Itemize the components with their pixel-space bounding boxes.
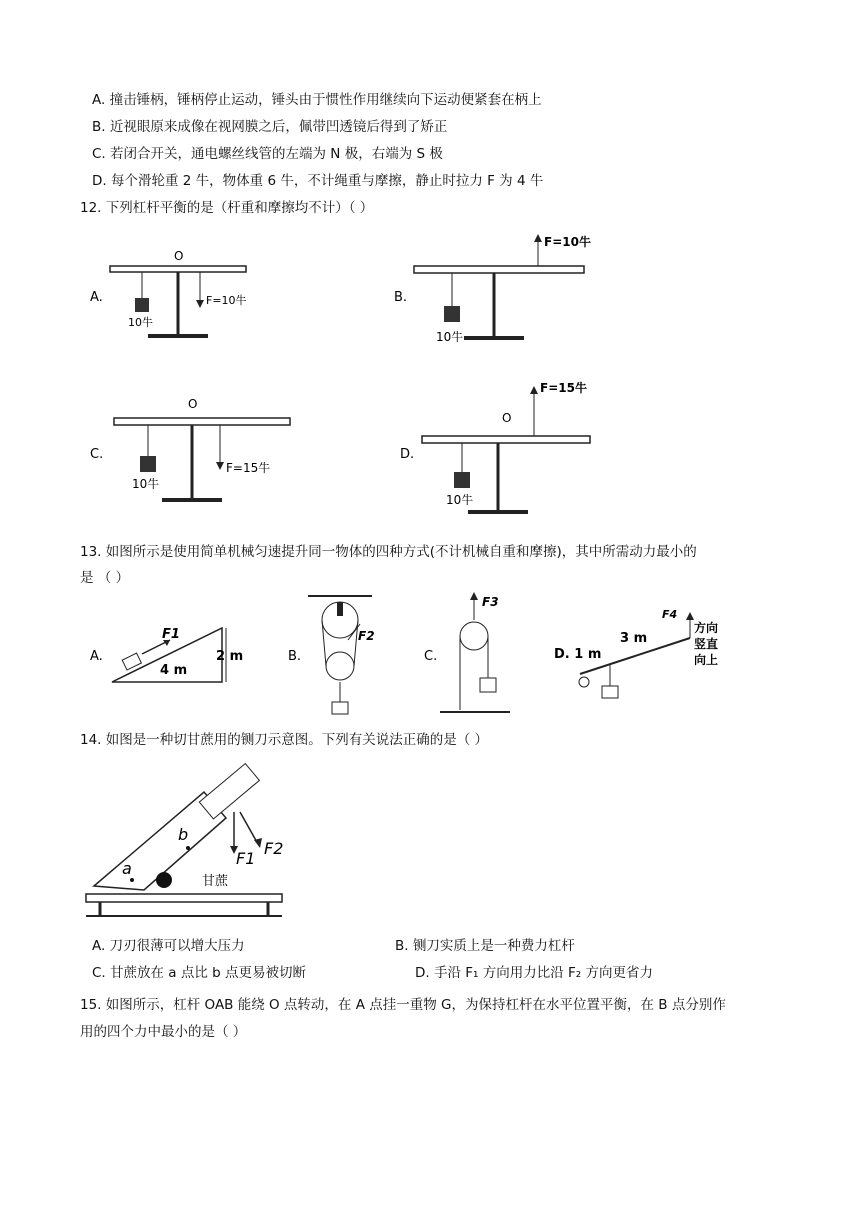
q14-point-b: b xyxy=(178,825,189,844)
q12-b-weight: 10牛 xyxy=(436,330,464,344)
q12-figure-c xyxy=(88,394,308,514)
q14-option-d: D. 手沿 F₁ 方向用力比沿 F₂ 方向更省力 xyxy=(415,965,653,981)
q13-a-height: 2 m xyxy=(216,649,244,664)
q13-a-force: F1 xyxy=(162,627,180,642)
q13-d-length: 3 m xyxy=(620,631,648,646)
q12-c-weight: 10牛 xyxy=(132,477,160,491)
q12-d-force: F=15牛 xyxy=(540,381,587,395)
q13-d-note3: 向上 xyxy=(694,653,719,667)
q14-point-a: a xyxy=(122,859,132,878)
q15-stem-line2: 用的四个力中最小的是（ ） xyxy=(80,1024,247,1040)
q13-d-force: F4 xyxy=(662,608,678,621)
q13-d-label: D. 1 m xyxy=(554,647,602,662)
q12-b-label: B. xyxy=(394,290,408,305)
q14-force-f1: F1 xyxy=(236,849,256,868)
q11-option-c: C. 若闭合开关，通电螺丝线管的左端为 N 极，右端为 S 极 xyxy=(92,146,443,162)
q14-force-f2: F2 xyxy=(264,839,284,858)
q14-option-b: B. 铡刀实质上是一种费力杠杆 xyxy=(395,938,575,954)
q15-stem-line1: 15. 如图所示，杠杆 OAB 能绕 O 点转动，在 A 点挂一重物 G，为保持杠杆在水平位置平衡，在 B 点分别作 xyxy=(80,997,726,1013)
q14-stem: 14. 如图是一种切甘蔗用的铡刀示意图。下列有关说法正确的是（ ） xyxy=(80,732,489,748)
q11-option-b: B. 近视眼原来成像在视网膜之后，佩带凹透镜后得到了矫正 xyxy=(92,119,448,135)
q14-option-c: C. 甘蔗放在 a 点比 b 点更易被切断 xyxy=(92,965,307,981)
q12-d-label: D. xyxy=(400,447,415,462)
q11-option-a: A. 撞击锤柄，锤柄停止运动，锤头由于惯性作用继续向下运动便紧套在柄上 xyxy=(92,92,542,108)
q13-b-label: B. xyxy=(288,649,302,664)
q12-figure-a xyxy=(88,246,258,346)
q12-a-weight: 10牛 xyxy=(128,316,153,329)
q13-d-note1: 方向 xyxy=(694,621,719,635)
q12-stem: 12. 下列杠杆平衡的是（杆重和摩擦均不计）（ ） xyxy=(80,200,374,216)
q14-option-a: A. 刀刃很薄可以增大压力 xyxy=(92,938,245,954)
q12-a-force: F=10牛 xyxy=(206,294,247,307)
q13-c-label: C. xyxy=(424,649,438,664)
q13-stem-line2: 是 （ ） xyxy=(80,570,130,586)
q13-a-label: A. xyxy=(90,649,103,664)
q13-figures xyxy=(90,590,850,720)
q12-c-pivot: O xyxy=(188,397,198,411)
q14-figure xyxy=(84,752,294,924)
q12-b-force: F=10牛 xyxy=(544,235,591,249)
q12-d-pivot: O xyxy=(502,411,512,425)
q12-c-label: C. xyxy=(90,447,104,462)
q13-a-length: 4 m xyxy=(160,663,188,678)
q12-a-label: A. xyxy=(90,290,103,305)
q12-a-pivot: O xyxy=(174,249,184,263)
q12-figure-d xyxy=(398,380,618,520)
q13-b-force: F2 xyxy=(358,629,375,643)
q13-stem-line1: 13. 如图所示是使用简单机械匀速提升同一物体的四种方式(不计机械自重和摩擦)，其中所需动力最小的 xyxy=(80,544,697,560)
q12-figure-b xyxy=(392,230,612,350)
q12-d-weight: 10牛 xyxy=(446,493,474,507)
q13-c-force: F3 xyxy=(482,595,499,609)
q12-c-force: F=15牛 xyxy=(226,461,271,475)
q13-d-note2: 竖直 xyxy=(694,637,719,651)
q14-sugarcane-label: 甘蔗 xyxy=(202,874,229,889)
q11-option-d: D. 每个滑轮重 2 牛，物体重 6 牛，不计绳重与摩擦，静止时拉力 F 为 4 牛 xyxy=(92,173,544,189)
